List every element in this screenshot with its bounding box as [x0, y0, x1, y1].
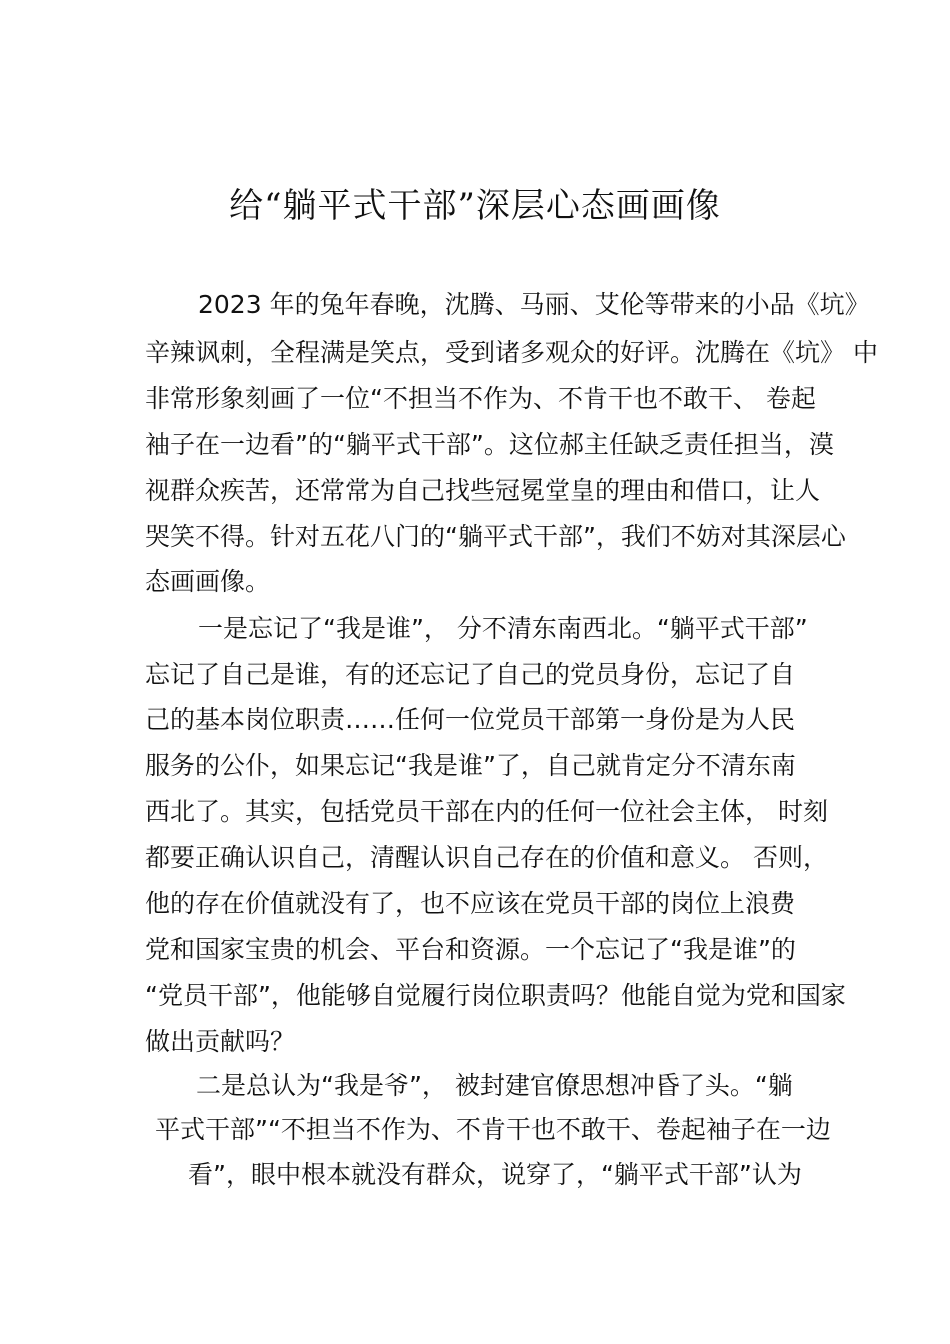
text-line: 他的存在价值就没有了，也不应该在党员干部的岗位上浪费 — [145, 889, 796, 918]
text-line: 视群众疾苦，还常常为自己找些冠冕堂皇的理由和借口，让人 — [145, 476, 821, 505]
text-line: 己的基本岗位职责……任何一位党员干部第一身份是为人民 — [145, 705, 796, 734]
text-line: 辛辣讽刺，全程满是笑点，受到诸多观众的好评。沈腾在《坑》 中 — [145, 338, 878, 367]
text-line: 二是总认为“我是爷”， 被封建官僚思想冲昏了头。“躺 — [196, 1071, 793, 1100]
text-line: 做出贡献吗？ — [145, 1027, 296, 1056]
text-line: 忘记了自己是谁，有的还忘记了自己的党员身份，忘记了自 — [145, 660, 796, 689]
text-line: 都要正确认识自己，清醒认识自己存在的价值和意义。 否则， — [145, 843, 828, 872]
text-line: 西北了。其实，包括党员干部在内的任何一位社会主体， 时刻 — [145, 797, 828, 826]
text-line: “党员干部”，他能够自觉履行岗位职责吗？他能自觉为党和国家 — [145, 981, 846, 1010]
text-line: 党和国家宝贵的机会、平台和资源。一个忘记了“我是谁”的 — [145, 935, 796, 964]
text-line: 2023 年的兔年春晚，沈腾、马丽、艾伦等带来的小品《坑》 — [198, 290, 870, 319]
document-title: 给“躺平式干部”深层心态画画像 — [229, 186, 721, 226]
text-line: 看”，眼中根本就没有群众，说穿了，“躺平式干部”认为 — [188, 1160, 802, 1189]
text-line: 哭笑不得。针对五花八门的“躺平式干部”，我们不妨对其深层心 — [145, 522, 846, 551]
text-line: 服务的公仆，如果忘记“我是谁”了，自己就肯定分不清东南 — [145, 751, 796, 780]
text-line: 一是忘记了“我是谁”， 分不清东南西北。“躺平式干部” — [198, 614, 808, 643]
text-line: 袖子在一边看”的“躺平式干部”。这位郝主任缺乏责任担当，漠 — [145, 430, 834, 459]
text-line: 非常形象刻画了一位“不担当不作为、不肯干也不敢干、 卷起 — [145, 384, 816, 413]
text-line: 平式干部”“不担当不作为、不肯干也不敢干、卷起袖子在一边 — [155, 1115, 831, 1144]
text-line: 态画画像。 — [145, 567, 271, 596]
